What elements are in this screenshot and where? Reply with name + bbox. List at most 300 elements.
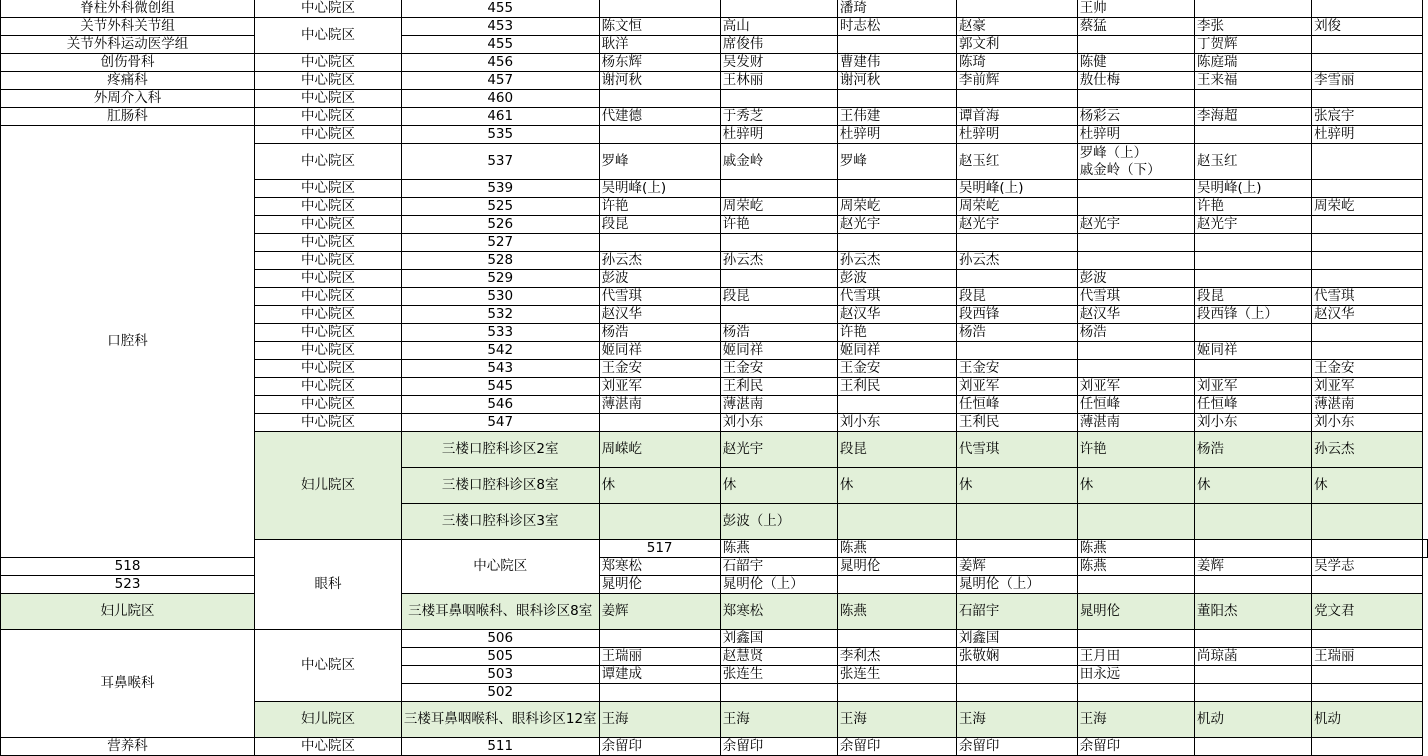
department-cell: 口腔科	[1, 126, 255, 558]
doctor-cell: 王海	[720, 702, 837, 738]
doctor-cell	[956, 684, 1077, 702]
doctor-cell: 孙云杰	[1312, 432, 1423, 468]
doctor-cell: 陈琦	[956, 54, 1077, 72]
doctor-cell: 赵光宇	[1194, 216, 1311, 234]
doctor-cell: 罗峰（上） 戚金岭（下）	[1077, 144, 1194, 180]
room-cell: 三楼口腔科诊区3室	[401, 504, 599, 540]
room-cell: 545	[401, 378, 599, 396]
doctor-cell: 刘小东	[720, 414, 837, 432]
doctor-cell: 刘鑫国	[720, 630, 837, 648]
doctor-cell	[1312, 144, 1423, 180]
doctor-cell: 陈燕	[1077, 558, 1194, 576]
doctor-cell: 李雪丽	[1312, 72, 1423, 90]
table-row	[1, 630, 1428, 648]
doctor-cell: 周荣屹	[720, 198, 837, 216]
doctor-cell: 耿洋	[599, 36, 720, 54]
doctor-cell: 彭波	[1077, 270, 1194, 288]
table-row	[1, 126, 1428, 144]
department-cell: 疼痛科	[1, 72, 255, 90]
doctor-cell: 代雪琪	[599, 288, 720, 306]
doctor-cell: 刘俊	[1312, 18, 1423, 36]
room-cell: 503	[401, 666, 599, 684]
doctor-cell: 李海超	[1194, 108, 1311, 126]
doctor-cell: 赵汉华	[1312, 306, 1423, 324]
doctor-cell: 孙云杰	[837, 252, 956, 270]
doctor-cell	[599, 234, 720, 252]
department-cell: 脊柱外科微创组	[1, 0, 255, 18]
doctor-cell: 任恒峰	[1194, 396, 1311, 414]
doctor-cell: 薄湛南	[1312, 396, 1423, 414]
campus-cell: 中心院区	[255, 630, 402, 702]
doctor-cell: 姬同祥	[837, 342, 956, 360]
table-row	[1, 36, 1428, 54]
room-cell: 539	[401, 180, 599, 198]
doctor-cell: 王帅	[1077, 0, 1194, 18]
doctor-cell: 休	[1077, 468, 1194, 504]
room-cell: 502	[401, 684, 599, 702]
department-cell: 创伤骨科	[1, 54, 255, 72]
doctor-cell: 罗峰	[599, 144, 720, 180]
doctor-cell	[599, 630, 720, 648]
room-cell: 537	[401, 144, 599, 180]
doctor-cell: 周荣屹	[1312, 198, 1423, 216]
doctor-cell	[956, 504, 1077, 540]
doctor-cell: 杨彩云	[1077, 108, 1194, 126]
doctor-cell	[837, 90, 956, 108]
doctor-cell: 杜骍明	[837, 126, 956, 144]
doctor-cell: 薄湛南	[720, 396, 837, 414]
doctor-cell: 刘小东	[1194, 414, 1311, 432]
doctor-cell: 王金安	[720, 360, 837, 378]
doctor-cell: 刘小东	[837, 414, 956, 432]
doctor-cell: 王利民	[956, 414, 1077, 432]
doctor-cell: 任恒峰	[1077, 396, 1194, 414]
doctor-cell: 陈健	[1077, 54, 1194, 72]
doctor-cell: 刘亚军	[1077, 378, 1194, 396]
doctor-cell	[1077, 180, 1194, 198]
doctor-cell: 孙云杰	[599, 252, 720, 270]
table-row	[1, 738, 1428, 756]
doctor-cell: 赵光宇	[1077, 216, 1194, 234]
doctor-cell	[599, 126, 720, 144]
doctor-cell	[599, 684, 720, 702]
doctor-cell: 席俊伟	[720, 36, 837, 54]
campus-cell: 中心院区	[255, 342, 402, 360]
doctor-cell: 姬同祥	[1194, 342, 1311, 360]
doctor-cell: 周荣屹	[956, 198, 1077, 216]
campus-cell: 中心院区	[255, 54, 402, 72]
campus-cell: 中心院区	[255, 180, 402, 198]
doctor-cell	[1077, 36, 1194, 54]
doctor-cell: 许艳	[720, 216, 837, 234]
room-cell: 532	[401, 306, 599, 324]
doctor-cell: 郑寒松	[720, 594, 837, 630]
doctor-cell	[1194, 270, 1311, 288]
doctor-cell	[956, 540, 1077, 558]
doctor-cell	[1312, 666, 1423, 684]
campus-cell: 中心院区	[255, 324, 402, 342]
doctor-cell: 赵豪	[956, 18, 1077, 36]
doctor-cell: 杜骍明	[1312, 126, 1423, 144]
doctor-cell: 赵汉华	[1077, 306, 1194, 324]
doctor-cell: 赵光宇	[837, 216, 956, 234]
doctor-cell: 机动	[1194, 702, 1311, 738]
doctor-cell: 董阳杰	[1194, 594, 1311, 630]
campus-cell: 中心院区	[255, 0, 402, 18]
campus-cell: 中心院区	[255, 18, 402, 54]
campus-cell: 中心院区	[255, 90, 402, 108]
doctor-cell: 杨东辉	[599, 54, 720, 72]
doctor-cell: 晁明伦	[599, 576, 720, 594]
campus-cell: 中心院区	[255, 108, 402, 126]
doctor-cell: 代建德	[599, 108, 720, 126]
doctor-cell	[837, 396, 956, 414]
doctor-cell	[1194, 360, 1311, 378]
doctor-cell	[1312, 630, 1423, 648]
doctor-cell: 余留印	[599, 738, 720, 756]
doctor-cell: 薄湛南	[599, 396, 720, 414]
doctor-cell: 刘亚军	[956, 378, 1077, 396]
campus-cell: 中心院区	[255, 144, 402, 180]
campus-cell: 中心院区	[255, 378, 402, 396]
room-cell: 506	[401, 630, 599, 648]
doctor-cell	[837, 576, 956, 594]
department-cell: 肛肠科	[1, 108, 255, 126]
doctor-cell: 段昆	[837, 432, 956, 468]
doctor-cell	[837, 180, 956, 198]
doctor-cell	[837, 684, 956, 702]
doctor-cell: 王来福	[1194, 72, 1311, 90]
doctor-cell	[1312, 576, 1423, 594]
campus-cell: 妇儿院区	[255, 702, 402, 738]
campus-cell: 中心院区	[255, 360, 402, 378]
doctor-cell: 杨浩	[956, 324, 1077, 342]
doctor-cell	[1077, 234, 1194, 252]
doctor-cell: 李前辉	[956, 72, 1077, 90]
campus-cell: 中心院区	[255, 396, 402, 414]
doctor-cell: 代雪琪	[1312, 288, 1423, 306]
doctor-cell: 杨浩	[1077, 324, 1194, 342]
doctor-cell: 休	[720, 468, 837, 504]
doctor-cell	[1312, 90, 1423, 108]
doctor-cell	[1312, 504, 1423, 540]
campus-cell: 妇儿院区	[255, 432, 402, 540]
room-cell: 455	[401, 0, 599, 18]
doctor-cell	[599, 504, 720, 540]
doctor-cell: 赵汉华	[837, 306, 956, 324]
doctor-cell: 杨浩	[1194, 432, 1311, 468]
doctor-cell	[1194, 684, 1311, 702]
campus-cell: 中心院区	[255, 198, 402, 216]
doctor-cell: 谢河秋	[837, 72, 956, 90]
doctor-cell: 余留印	[956, 738, 1077, 756]
doctor-cell: 敖仕梅	[1077, 72, 1194, 90]
doctor-cell: 王金安	[956, 360, 1077, 378]
doctor-cell: 杜骍明	[956, 126, 1077, 144]
campus-cell: 中心院区	[255, 738, 402, 756]
doctor-cell: 彭波	[837, 270, 956, 288]
doctor-cell	[1312, 180, 1423, 198]
doctor-cell	[837, 234, 956, 252]
doctor-cell: 休	[1312, 468, 1423, 504]
doctor-cell: 段昆	[956, 288, 1077, 306]
doctor-cell: 曹建伟	[837, 54, 956, 72]
department-cell: 关节外科运动医学组	[1, 36, 255, 54]
doctor-cell: 吴发财	[720, 54, 837, 72]
department-cell: 营养科	[1, 738, 255, 756]
doctor-cell: 赵玉红	[956, 144, 1077, 180]
doctor-cell: 孙云杰	[720, 252, 837, 270]
campus-cell: 中心院区	[255, 252, 402, 270]
doctor-cell: 赵光宇	[956, 216, 1077, 234]
doctor-cell: 晁明伦	[1077, 594, 1194, 630]
doctor-cell	[837, 36, 956, 54]
doctor-cell: 周嵘屹	[599, 432, 720, 468]
doctor-cell: 高山	[720, 18, 837, 36]
doctor-cell: 戚金岭	[720, 144, 837, 180]
doctor-cell: 余留印	[720, 738, 837, 756]
doctor-cell: 赵汉华	[599, 306, 720, 324]
room-cell: 530	[401, 288, 599, 306]
doctor-cell	[1194, 252, 1311, 270]
doctor-cell	[1312, 54, 1423, 72]
doctor-cell: 党文君	[1312, 594, 1423, 630]
doctor-cell: 段昆	[599, 216, 720, 234]
table-row	[1, 54, 1428, 72]
doctor-cell	[599, 0, 720, 18]
doctor-cell: 姬同祥	[599, 342, 720, 360]
doctor-cell: 赵玉红	[1194, 144, 1311, 180]
doctor-cell: 孙云杰	[956, 252, 1077, 270]
doctor-cell: 郑寒松	[599, 558, 720, 576]
doctor-cell	[1194, 540, 1311, 558]
campus-cell: 中心院区	[255, 306, 402, 324]
room-cell: 456	[401, 54, 599, 72]
doctor-cell	[1194, 738, 1311, 756]
doctor-cell: 王伟建	[837, 108, 956, 126]
doctor-cell: 代雪琪	[1077, 288, 1194, 306]
doctor-cell	[1194, 630, 1311, 648]
room-cell: 三楼耳鼻咽喉科、眼科诊区12室	[401, 702, 599, 738]
doctor-cell	[956, 666, 1077, 684]
campus-cell: 中心院区	[255, 234, 402, 252]
doctor-cell: 王金安	[599, 360, 720, 378]
room-cell: 455	[401, 36, 599, 54]
doctor-cell	[956, 90, 1077, 108]
room-cell: 535	[401, 126, 599, 144]
doctor-cell: 杜骍明	[720, 126, 837, 144]
doctor-cell: 杨浩	[720, 324, 837, 342]
doctor-cell: 刘亚军	[599, 378, 720, 396]
doctor-cell	[1312, 36, 1423, 54]
doctor-cell	[1077, 576, 1194, 594]
doctor-cell	[1194, 504, 1311, 540]
doctor-cell	[1077, 360, 1194, 378]
doctor-cell: 陈文恒	[599, 18, 720, 36]
department-cell: 耳鼻喉科	[1, 630, 255, 738]
doctor-cell: 段西锋	[956, 306, 1077, 324]
doctor-cell: 王海	[599, 702, 720, 738]
doctor-cell: 晁明伦（上）	[956, 576, 1077, 594]
room-cell: 533	[401, 324, 599, 342]
room-cell: 511	[401, 738, 599, 756]
doctor-cell: 张敬娴	[956, 648, 1077, 666]
doctor-cell: 吴明峰(上)	[1194, 180, 1311, 198]
doctor-cell: 潘琦	[837, 0, 956, 18]
doctor-cell: 王利民	[837, 378, 956, 396]
room-cell: 518	[1, 558, 255, 576]
room-cell: 528	[401, 252, 599, 270]
doctor-cell: 谭首海	[956, 108, 1077, 126]
room-cell: 461	[401, 108, 599, 126]
doctor-cell: 休	[599, 468, 720, 504]
room-cell: 523	[1, 576, 255, 594]
room-cell: 529	[401, 270, 599, 288]
doctor-cell: 石韶宇	[956, 594, 1077, 630]
table-row	[1, 72, 1428, 90]
department-cell: 眼科	[255, 540, 402, 630]
doctor-cell	[1312, 324, 1423, 342]
room-cell: 546	[401, 396, 599, 414]
table-row	[1, 576, 1428, 594]
campus-cell: 中心院区	[255, 288, 402, 306]
doctor-cell: 余留印	[837, 738, 956, 756]
doctor-cell: 杨浩	[599, 324, 720, 342]
doctor-cell: 刘鑫国	[956, 630, 1077, 648]
room-cell: 505	[401, 648, 599, 666]
doctor-cell: 姜辉	[599, 594, 720, 630]
doctor-cell: 任恒峰	[956, 396, 1077, 414]
doctor-cell: 尚琼菡	[1194, 648, 1311, 666]
doctor-cell: 蔡猛	[1077, 18, 1194, 36]
doctor-cell: 丁贺辉	[1194, 36, 1311, 54]
doctor-cell: 周荣屹	[837, 198, 956, 216]
doctor-cell: 彭波	[599, 270, 720, 288]
doctor-cell	[1312, 738, 1423, 756]
doctor-cell	[720, 684, 837, 702]
doctor-cell: 吴明峰(上)	[956, 180, 1077, 198]
doctor-cell	[956, 342, 1077, 360]
doctor-cell: 代雪琪	[956, 432, 1077, 468]
doctor-cell	[720, 0, 837, 18]
doctor-cell	[1312, 234, 1423, 252]
doctor-cell: 王海	[956, 702, 1077, 738]
table-row	[1, 108, 1428, 126]
doctor-cell: 许艳	[837, 324, 956, 342]
doctor-cell	[1312, 342, 1423, 360]
doctor-cell: 王海	[1077, 702, 1194, 738]
doctor-cell: 王瑞丽	[599, 648, 720, 666]
doctor-cell: 段昆	[720, 288, 837, 306]
campus-cell: 中心院区	[401, 540, 599, 594]
room-cell: 547	[401, 414, 599, 432]
doctor-cell: 姬同祥	[720, 342, 837, 360]
doctor-cell: 陈燕	[837, 540, 956, 558]
doctor-cell: 张连生	[837, 666, 956, 684]
doctor-cell: 余留印	[1077, 738, 1194, 756]
department-cell: 外周介入科	[1, 90, 255, 108]
doctor-cell: 段昆	[1194, 288, 1311, 306]
doctor-cell: 田永远	[1077, 666, 1194, 684]
doctor-cell: 休	[1194, 468, 1311, 504]
table-row	[1, 18, 1428, 36]
doctor-cell	[1194, 666, 1311, 684]
room-cell: 460	[401, 90, 599, 108]
doctor-cell	[1194, 576, 1311, 594]
doctor-cell	[599, 90, 720, 108]
doctor-cell	[1312, 540, 1423, 558]
table-row	[1, 558, 1428, 576]
doctor-cell: 李利杰	[837, 648, 956, 666]
doctor-cell	[1312, 270, 1423, 288]
doctor-cell: 时志松	[837, 18, 956, 36]
doctor-cell	[1194, 324, 1311, 342]
doctor-cell	[956, 0, 1077, 18]
room-cell: 517	[599, 540, 720, 558]
doctor-cell	[1077, 504, 1194, 540]
campus-cell: 中心院区	[255, 270, 402, 288]
doctor-cell	[1077, 630, 1194, 648]
doctor-cell: 张连生	[720, 666, 837, 684]
doctor-cell: 姜辉	[956, 558, 1077, 576]
doctor-cell: 刘亚军	[1312, 378, 1423, 396]
doctor-cell	[720, 306, 837, 324]
doctor-cell: 休	[837, 468, 956, 504]
doctor-cell	[1194, 126, 1311, 144]
doctor-cell	[720, 90, 837, 108]
doctor-cell	[1423, 540, 1428, 558]
doctor-cell: 许艳	[599, 198, 720, 216]
room-cell: 526	[401, 216, 599, 234]
doctor-cell: 段西锋（上）	[1194, 306, 1311, 324]
room-cell: 525	[401, 198, 599, 216]
doctor-cell	[1312, 0, 1423, 18]
doctor-cell	[1077, 90, 1194, 108]
room-cell: 457	[401, 72, 599, 90]
doctor-cell	[837, 504, 956, 540]
doctor-cell: 陈庭瑞	[1194, 54, 1311, 72]
campus-cell: 中心院区	[255, 216, 402, 234]
doctor-cell: 张宸宇	[1312, 108, 1423, 126]
doctor-cell: 王瑞丽	[1312, 648, 1423, 666]
doctor-cell	[1312, 252, 1423, 270]
room-cell: 543	[401, 360, 599, 378]
doctor-cell	[1312, 216, 1423, 234]
doctor-cell: 王利民	[720, 378, 837, 396]
campus-cell: 中心院区	[255, 126, 402, 144]
department-cell: 关节外科关节组	[1, 18, 255, 36]
table-row	[1, 0, 1428, 18]
table-row	[1, 594, 1428, 630]
doctor-cell	[720, 234, 837, 252]
doctor-cell: 姜辉	[1194, 558, 1311, 576]
doctor-cell: 薄湛南	[1077, 414, 1194, 432]
doctor-cell: 晁明伦（上）	[720, 576, 837, 594]
doctor-cell	[1194, 90, 1311, 108]
room-cell: 三楼耳鼻咽喉科、眼科诊区8室	[401, 594, 599, 630]
doctor-cell: 晁明伦	[837, 558, 956, 576]
doctor-cell	[1077, 198, 1194, 216]
doctor-cell: 李张	[1194, 18, 1311, 36]
doctor-cell: 石韶宇	[720, 558, 837, 576]
doctor-cell: 休	[956, 468, 1077, 504]
doctor-cell: 王海	[837, 702, 956, 738]
doctor-cell: 彭波（上）	[720, 504, 837, 540]
doctor-cell: 机动	[1312, 702, 1423, 738]
doctor-cell: 赵慧贤	[720, 648, 837, 666]
doctor-cell	[720, 180, 837, 198]
doctor-cell: 许艳	[1077, 432, 1194, 468]
